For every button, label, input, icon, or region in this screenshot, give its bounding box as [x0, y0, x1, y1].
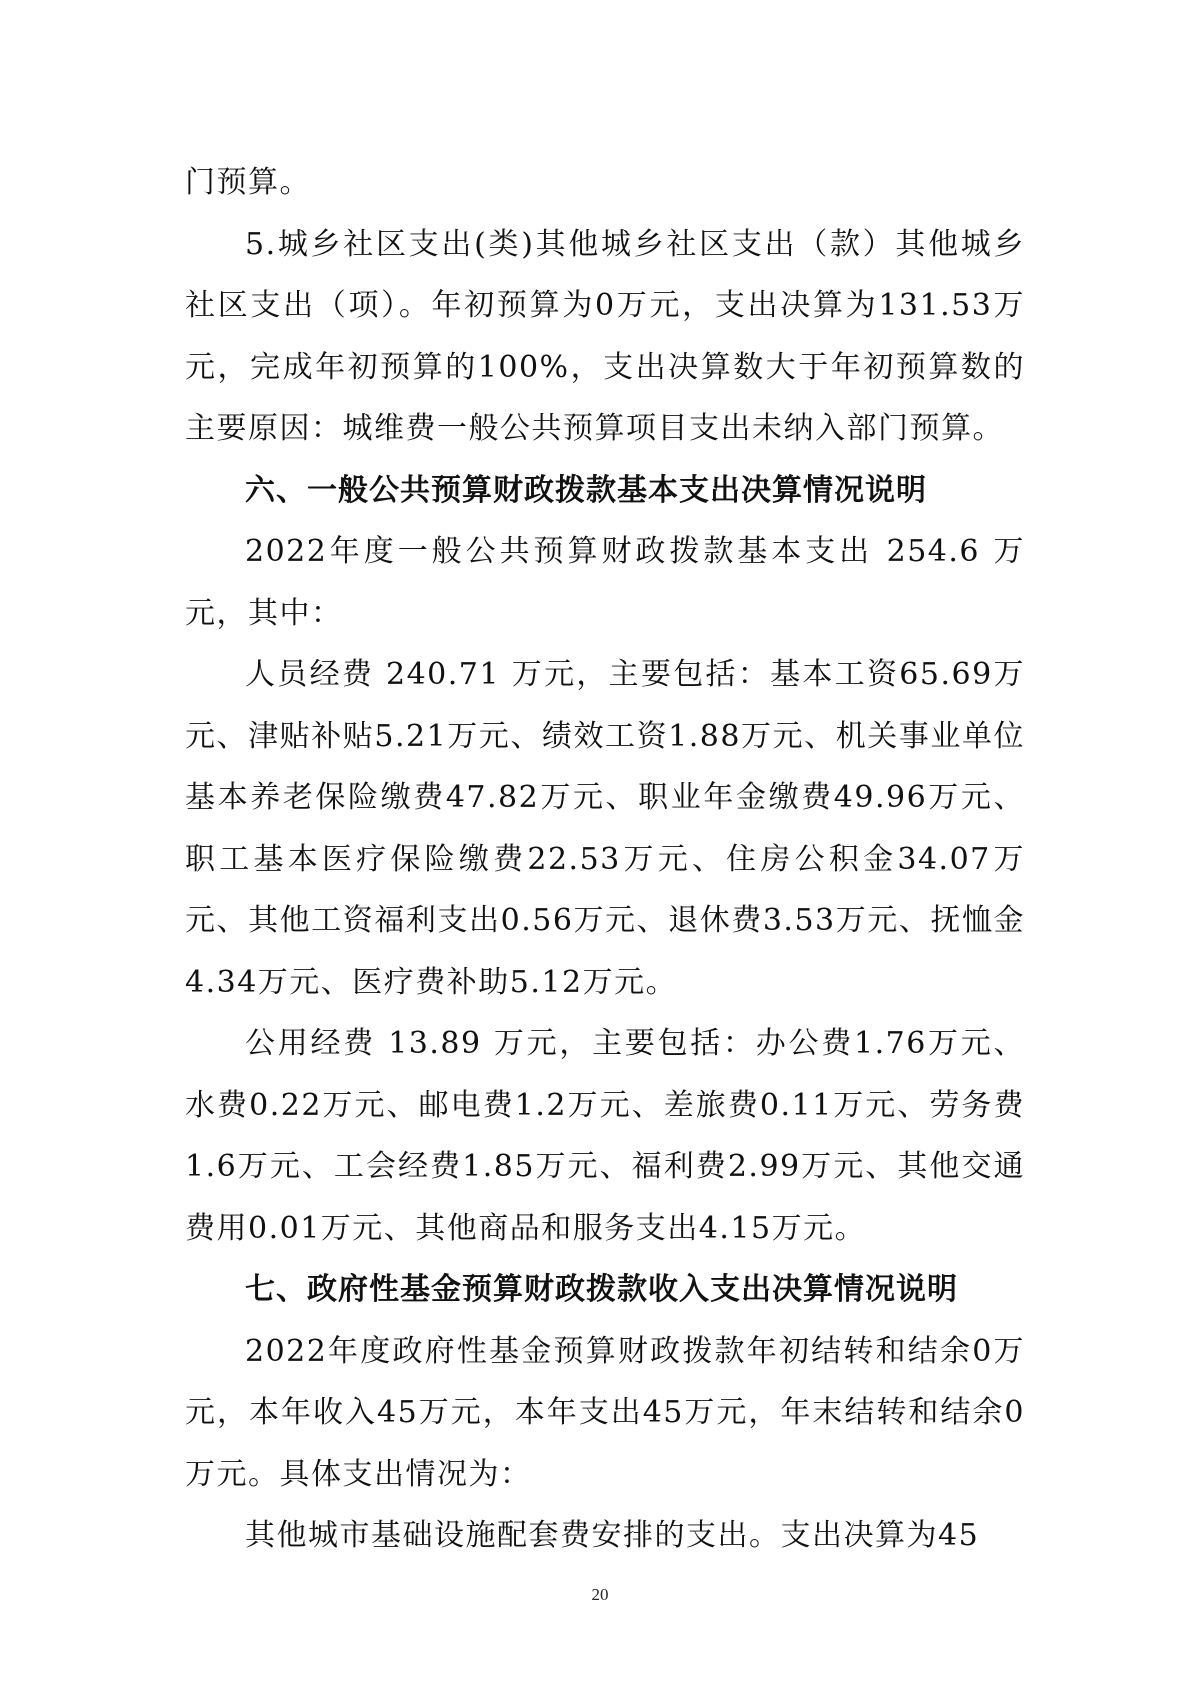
section-heading-seven: 七、政府性基金预算财政拨款收入支出决算情况说明 [245, 1272, 958, 1307]
paragraph-urban-rural-expenditure: 5.城乡社区支出(类)其他城乡社区支出（款）其他城乡社区支出（项）。年初预算为0万元，支出决算为131.53万元，完成年初预算的100%，支出决算数大于年初预算数的主要原因：城维费一般公共预算项目支出未纳入部门预算。 [185, 226, 1025, 446]
document-body [185, 152, 1025, 1567]
paragraph-government-fund-summary: 2022年度政府性基金预算财政拨款年初结转和结余0万元，本年收入45万元，本年支出45万元，年末结转和结余0万元。具体支出情况为： [185, 1333, 1025, 1492]
page-number: 20 [591, 1585, 609, 1604]
paragraph-personnel-expenses: 人员经费 240.71 万元，主要包括：基本工资65.69万元、津贴补贴5.21万元、绩效工资1.88万元、机关事业单位基本养老保险缴费47.82万元、职业年金缴费49.96万元、职工基本医疗保险缴费22.53万元、住房公积金34.07万元、其他工资福利支出0.56万元、退休费3.53万元、抚恤金4.34万元、医疗费补助5.12万元。 [185, 657, 1025, 1000]
paragraph-infrastructure-expenditure: 其他城市基础设施配套费安排的支出。支出决算为45 [245, 1518, 980, 1553]
paragraph-continuation: 门预算。 [185, 165, 311, 200]
section-heading-six: 六、一般公共预算财政拨款基本支出决算情况说明 [245, 472, 927, 508]
paragraph-basic-expenditure-total: 2022年度一般公共预算财政拨款基本支出 254.6 万元，其中： [185, 534, 1025, 631]
paragraph-public-expenses: 公用经费 13.89 万元，主要包括：办公费1.76万元、水费0.22万元、邮电费1.2万元、差旅费0.11万元、劳务费1.6万元、工会经费1.85万元、福利费2.99万元、其他交通费用0.01万元、其他商品和服务支出4.15万元。 [185, 1026, 1025, 1246]
